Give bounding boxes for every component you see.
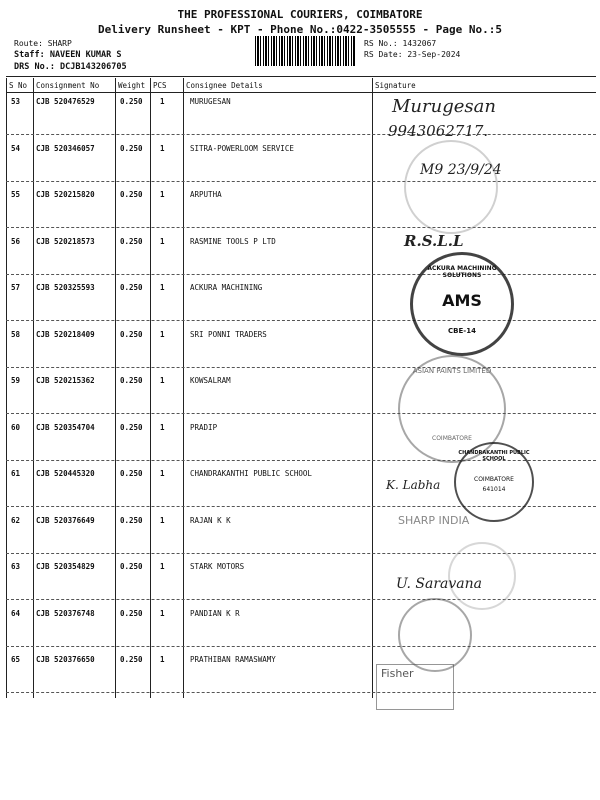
- col-header-consignment: Consignment No: [36, 81, 100, 90]
- row-pcs: 1: [160, 655, 165, 664]
- rs-date: RS Date: 23-Sep-2024: [364, 50, 461, 59]
- column-divider: [115, 78, 116, 698]
- row-consignment-no: CJB 520215820: [36, 190, 95, 199]
- row-pcs: 1: [160, 190, 165, 199]
- row-sno: 53: [11, 97, 21, 106]
- row-pcs: 1: [160, 144, 165, 153]
- barcode: [255, 36, 355, 66]
- row-sno: 56: [11, 237, 21, 246]
- row-sno: 63: [11, 562, 21, 571]
- row-sno: 55: [11, 190, 21, 199]
- signature-row-54: M9 23/9/24: [420, 162, 502, 178]
- row-divider: [6, 274, 596, 275]
- staff-label: Staff: NAVEEN KUMAR S: [14, 50, 122, 60]
- row-pcs: 1: [160, 609, 165, 618]
- row-consignee: KOWSALRAM: [190, 376, 231, 385]
- stamp-center-text: AMS: [442, 291, 482, 310]
- row-consignee: RASMINE TOOLS P LTD: [190, 237, 276, 246]
- company-title: THE PROFESSIONAL COURIERS, COIMBATORE: [177, 8, 423, 21]
- row-divider: [6, 413, 596, 414]
- row-sno: 59: [11, 376, 21, 385]
- signature-row-56: R.S.L.L: [404, 232, 464, 250]
- row-divider: [6, 599, 596, 600]
- row-consignment-no: CJB 520376650: [36, 655, 95, 664]
- stamp-city-text: COIMBATORE: [474, 476, 514, 483]
- row-consignment-no: CJB 520325593: [36, 283, 95, 292]
- row-divider: [6, 134, 596, 135]
- row-consignee: MURUGESAN: [190, 97, 231, 106]
- row-consignee: RAJAN K K: [190, 516, 231, 525]
- row-consignment-no: CJB 520476529: [36, 97, 95, 106]
- row-consignee: PRATHIBAN RAMASWAMY: [190, 655, 276, 664]
- row-sno: 62: [11, 516, 21, 525]
- row-pcs: 1: [160, 562, 165, 571]
- stamp-ring-text: ACKURA MACHINING SOLUTIONS: [427, 265, 497, 279]
- row-consignment-no: CJB 520445320: [36, 469, 95, 478]
- row-weight: 0.250: [120, 97, 143, 106]
- row-weight: 0.250: [120, 190, 143, 199]
- row-sno: 64: [11, 609, 21, 618]
- stamp-city-text: COIMBATORE: [432, 435, 472, 442]
- row-divider: [6, 646, 596, 647]
- column-divider: [150, 78, 151, 698]
- col-header-consignee: Consignee Details: [186, 81, 263, 90]
- row-divider: [6, 227, 596, 228]
- row-weight: 0.250: [120, 144, 143, 153]
- runsheet-subtitle: Delivery Runsheet - KPT - Phone No.:0422-3505555 - Page No.:5: [98, 23, 502, 36]
- row-sno: 54: [11, 144, 21, 153]
- stamp-pin-text: 641014: [482, 486, 506, 493]
- row-sno: 58: [11, 330, 21, 339]
- row-weight: 0.250: [120, 237, 143, 246]
- row-consignee: STARK MOTORS: [190, 562, 245, 571]
- row-weight: 0.250: [120, 376, 143, 385]
- sharp-stamp: SHARP INDIA: [398, 514, 470, 527]
- row-pcs: 1: [160, 469, 165, 478]
- col-header-sno: S No: [9, 81, 28, 90]
- faded-stamp: [404, 140, 498, 234]
- route-label: Route: SHARP: [14, 39, 72, 48]
- row-sno: 65: [11, 655, 21, 664]
- column-divider: [33, 78, 34, 698]
- table-header-border: [6, 92, 596, 93]
- row-sno: 61: [11, 469, 21, 478]
- row-pcs: 1: [160, 97, 165, 106]
- signature-row-64: U. Saravana: [396, 576, 483, 592]
- row-consignment-no: CJB 520218573: [36, 237, 95, 246]
- row-pcs: 1: [160, 330, 165, 339]
- row-sno: 60: [11, 423, 21, 432]
- col-header-signature: Signature: [375, 81, 416, 90]
- row-pcs: 1: [160, 283, 165, 292]
- stamp-text: Fisher: [381, 667, 414, 680]
- row-consignment-no: CJB 520215362: [36, 376, 95, 385]
- row-consignment-no: CJB 520218409: [36, 330, 95, 339]
- row-weight: 0.250: [120, 330, 143, 339]
- row-divider: [6, 367, 596, 368]
- row-pcs: 1: [160, 516, 165, 525]
- column-divider: [372, 78, 373, 698]
- row-sno: 57: [11, 283, 21, 292]
- signature-row-53: Murugesan: [392, 96, 496, 117]
- row-weight: 0.250: [120, 423, 143, 432]
- column-divider: [183, 78, 184, 698]
- col-header-weight: Weight: [118, 81, 146, 90]
- row-pcs: 1: [160, 237, 165, 246]
- row-divider: [6, 692, 596, 693]
- row-weight: 0.250: [120, 609, 143, 618]
- row-consignee: PANDIAN K R: [190, 609, 240, 618]
- ackura-stamp: [410, 252, 514, 356]
- column-divider: [6, 78, 7, 698]
- row-consignee: ACKURA MACHINING: [190, 283, 263, 292]
- row-pcs: 1: [160, 423, 165, 432]
- stamp-ring-text: CHANDRAKANTHI PUBLIC SCHOOL: [458, 450, 530, 462]
- row-consignee: CHANDRAKANTHI PUBLIC SCHOOL: [190, 469, 312, 478]
- school-stamp: [454, 442, 534, 522]
- row-weight: 0.250: [120, 469, 143, 478]
- row-divider: [6, 181, 596, 182]
- row-weight: 0.250: [120, 516, 143, 525]
- signature-row-61: K. Labha: [386, 478, 441, 492]
- row-consignment-no: CJB 520376748: [36, 609, 95, 618]
- row-weight: 0.250: [120, 562, 143, 571]
- row-consignment-no: CJB 520354704: [36, 423, 95, 432]
- row-consignee: ARPUTHA: [190, 190, 222, 199]
- row-consignee: SITRA-POWERLOOM SERVICE: [190, 144, 294, 153]
- rectangular-stamp: [376, 664, 454, 710]
- row-weight: 0.250: [120, 283, 143, 292]
- stamp-city-text: CBE-14: [448, 327, 476, 335]
- drs-label: DRS No.: DCJB143206705: [14, 62, 127, 72]
- round-stamp: [398, 598, 472, 672]
- row-weight: 0.250: [120, 655, 143, 664]
- row-pcs: 1: [160, 376, 165, 385]
- row-consignment-no: CJB 520346057: [36, 144, 95, 153]
- rs-number: RS No.: 1432067: [364, 39, 437, 48]
- stamp-ring-text: ASIAN PAINTS LIMITED: [412, 367, 492, 375]
- row-consignee: SRI PONNI TRADERS: [190, 330, 267, 339]
- signature-phone-row-53: 9943062717.: [388, 122, 489, 140]
- row-consignment-no: CJB 520376649: [36, 516, 95, 525]
- row-consignment-no: CJB 520354829: [36, 562, 95, 571]
- col-header-pcs: PCS: [153, 81, 167, 90]
- row-consignee: PRADIP: [190, 423, 218, 432]
- table-top-border: [6, 76, 596, 77]
